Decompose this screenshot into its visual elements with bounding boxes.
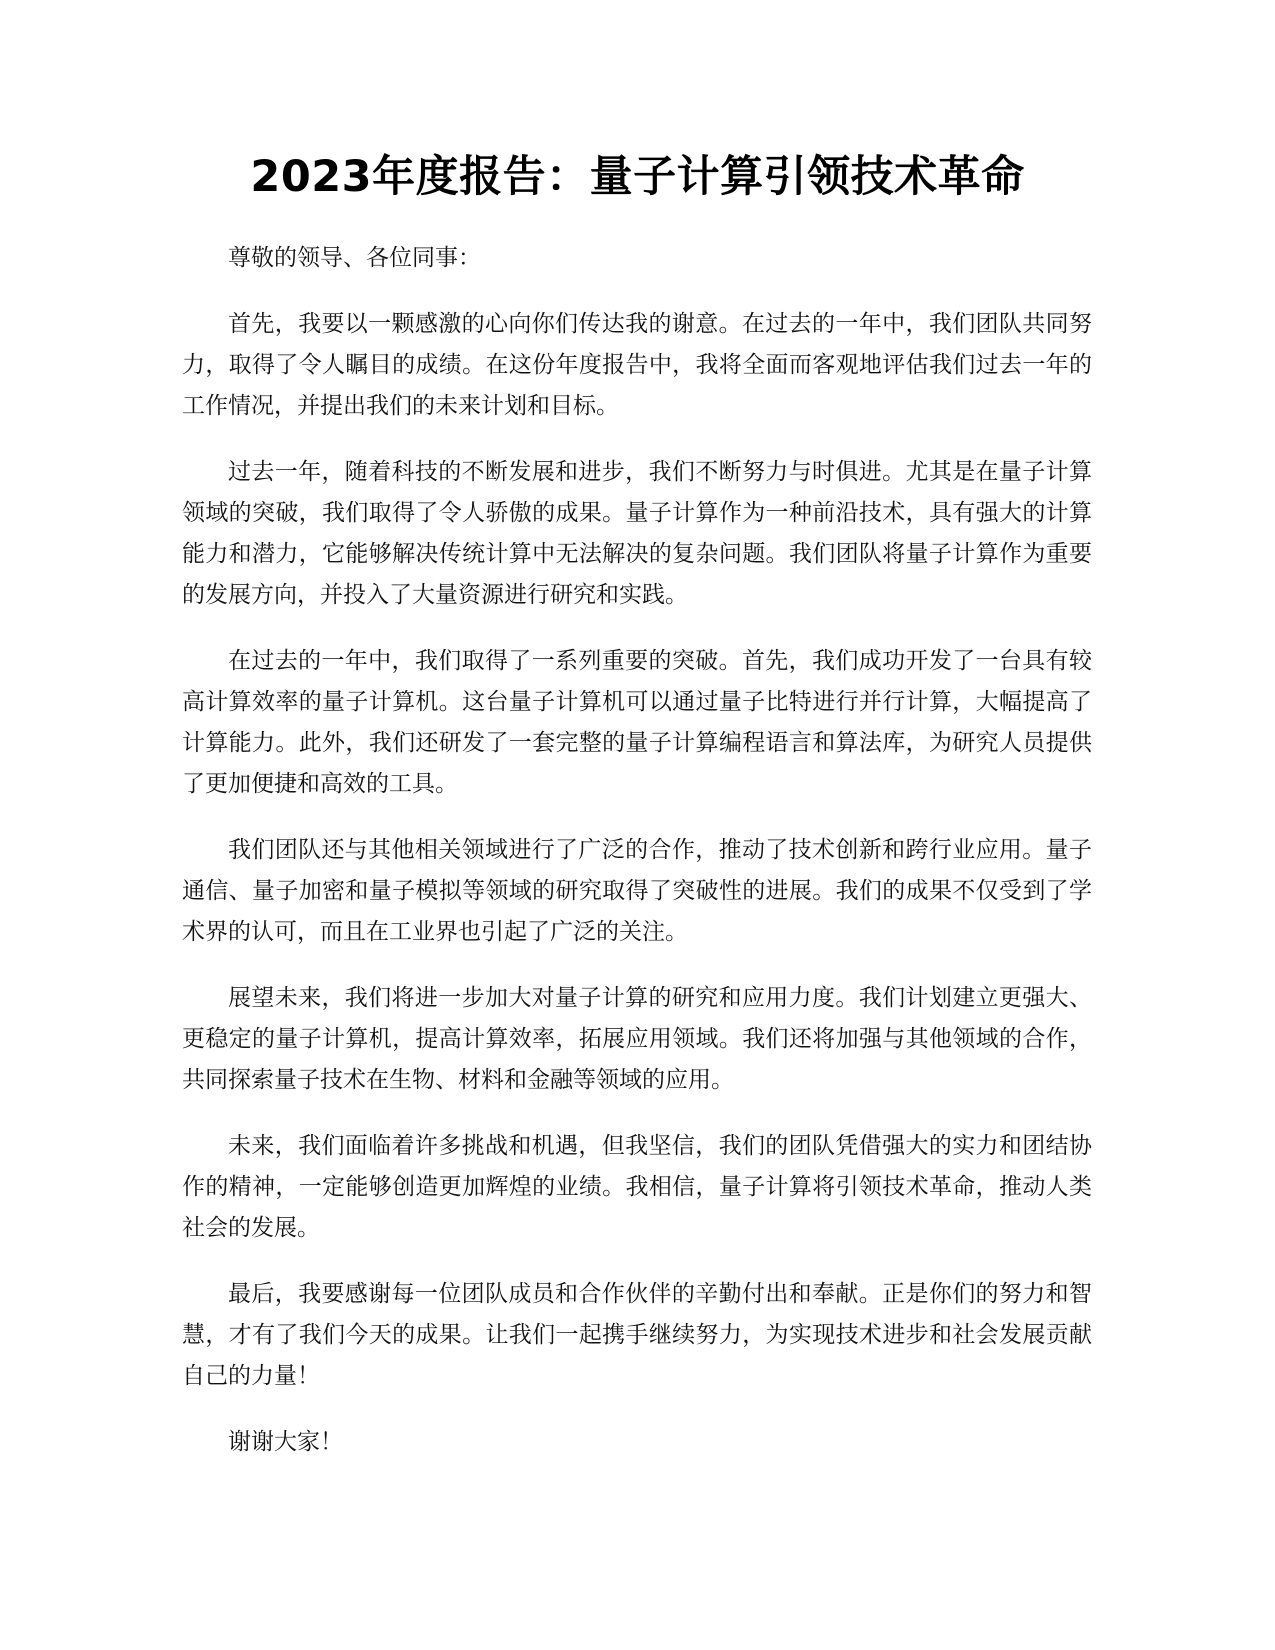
- body-paragraph: 在过去的一年中，我们取得了一系列重要的突破。首先，我们成功开发了一台具有较高计算效率的量子计算机。这台量子计算机可以通过量子比特进行并行计算，大幅提高了计算能力。此外，我们还研发了一套完整的量子计算编程语言和算法库，为研究人员提供了更加便捷和高效的工具。: [182, 648, 1092, 797]
- body-paragraph: 展望未来，我们将进一步加大对量子计算的研究和应用力度。我们计划建立更强大、更稳定的量子计算机，提高计算效率，拓展应用领域。我们还将加强与其他领域的合作，共同探索量子技术在生物、材料和金融等领域的应用。: [182, 985, 1092, 1093]
- document-title: 2023年度报告：量子计算引领技术革命: [250, 152, 1025, 202]
- body-paragraph: 最后，我要感谢每一位团队成员和合作伙伴的辛勤付出和奉献。正是你们的努力和智慧，才有了我们今天的成果。让我们一起携手继续努力，为实现技术进步和社会发展贡献自己的力量！: [182, 1281, 1092, 1389]
- body-paragraph: 过去一年，随着科技的不断发展和进步，我们不断努力与时俱进。尤其是在量子计算领域的突破，我们取得了令人骄傲的成果。量子计算作为一种前沿技术，具有强大的计算能力和潜力，它能够解决传统计算中无法解决的复杂问题。我们团队将量子计算作为重要的发展方向，并投入了大量资源进行研究和实践。: [182, 459, 1092, 608]
- body-paragraph: 我们团队还与其他相关领域进行了广泛的合作，推动了技术创新和跨行业应用。量子通信、量子加密和量子模拟等领域的研究取得了突破性的进展。我们的成果不仅受到了学术界的认可，而且在工业界也引起了广泛的关注。: [182, 837, 1092, 945]
- body-paragraph: 未来，我们面临着许多挑战和机遇，但我坚信，我们的团队凭借强大的实力和团结协作的精神，一定能够创造更加辉煌的业绩。我相信，量子计算将引领技术革命，推动人类社会的发展。: [182, 1133, 1092, 1241]
- salutation: 尊敬的领导、各位同事：: [228, 245, 481, 271]
- closing-line: 谢谢大家！: [228, 1429, 343, 1455]
- document-body: [182, 238, 1092, 1488]
- body-paragraph: 首先，我要以一颗感激的心向你们传达我的谢意。在过去的一年中，我们团队共同努力，取得了令人瞩目的成绩。在这份年度报告中，我将全面而客观地评估我们过去一年的工作情况，并提出我们的未来计划和目标。: [182, 311, 1092, 419]
